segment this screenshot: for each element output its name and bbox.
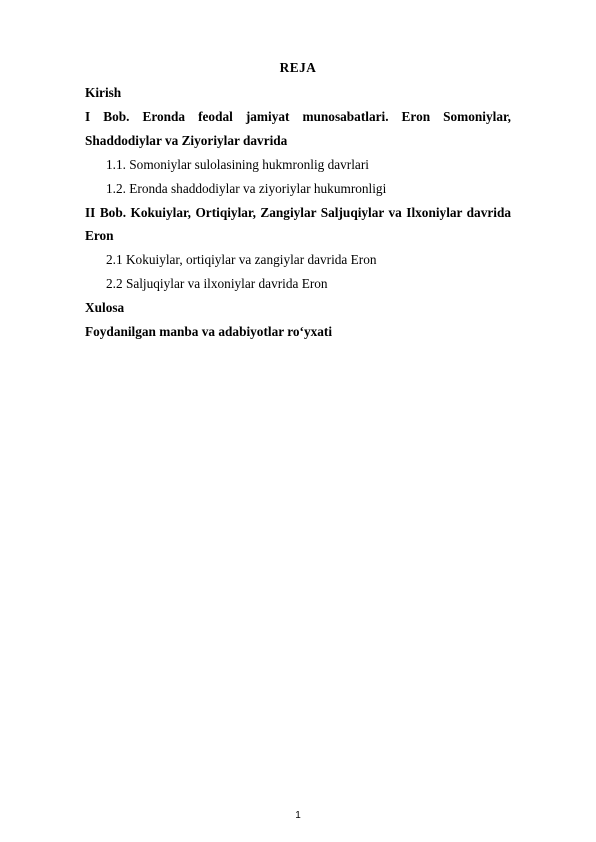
toc-section-2-2: 2.2 Saljuqiylar va ilxoniylar davrida Eron bbox=[106, 276, 328, 292]
toc-section-2-1: 2.1 Kokuiylar, ortiqiylar va zangiylar davrida Eron bbox=[106, 252, 377, 268]
toc-item-intro: Kirish bbox=[85, 85, 122, 100]
page-title: REJA bbox=[279, 60, 317, 75]
table-of-contents bbox=[85, 56, 511, 344]
page-number: 1 bbox=[295, 810, 301, 821]
toc-section-1-1: 1.1. Somoniylar sulolasining hukmronlig davrlari bbox=[106, 156, 369, 172]
toc-item-conclusion: Xulosa bbox=[85, 300, 125, 316]
toc-chapter-2-heading: II Bob. Kokuiylar, Ortiqiylar, Zangiylar Saljuqiylar va Ilxoniylar davrida Eron bbox=[85, 204, 511, 244]
toc-item-references: Foydanilgan manba va adabiyotlar ro‘yxati bbox=[85, 324, 333, 340]
toc-chapter-1-heading: I Bob. Eronda feodal jamiyat munosabatlari. Eron Somoniylar, Shaddodiylar va Ziyoriylar davrida bbox=[85, 108, 511, 148]
toc-section-1-2: 1.2. Eronda shaddodiylar va ziyoriylar hukumronligi bbox=[106, 180, 387, 196]
